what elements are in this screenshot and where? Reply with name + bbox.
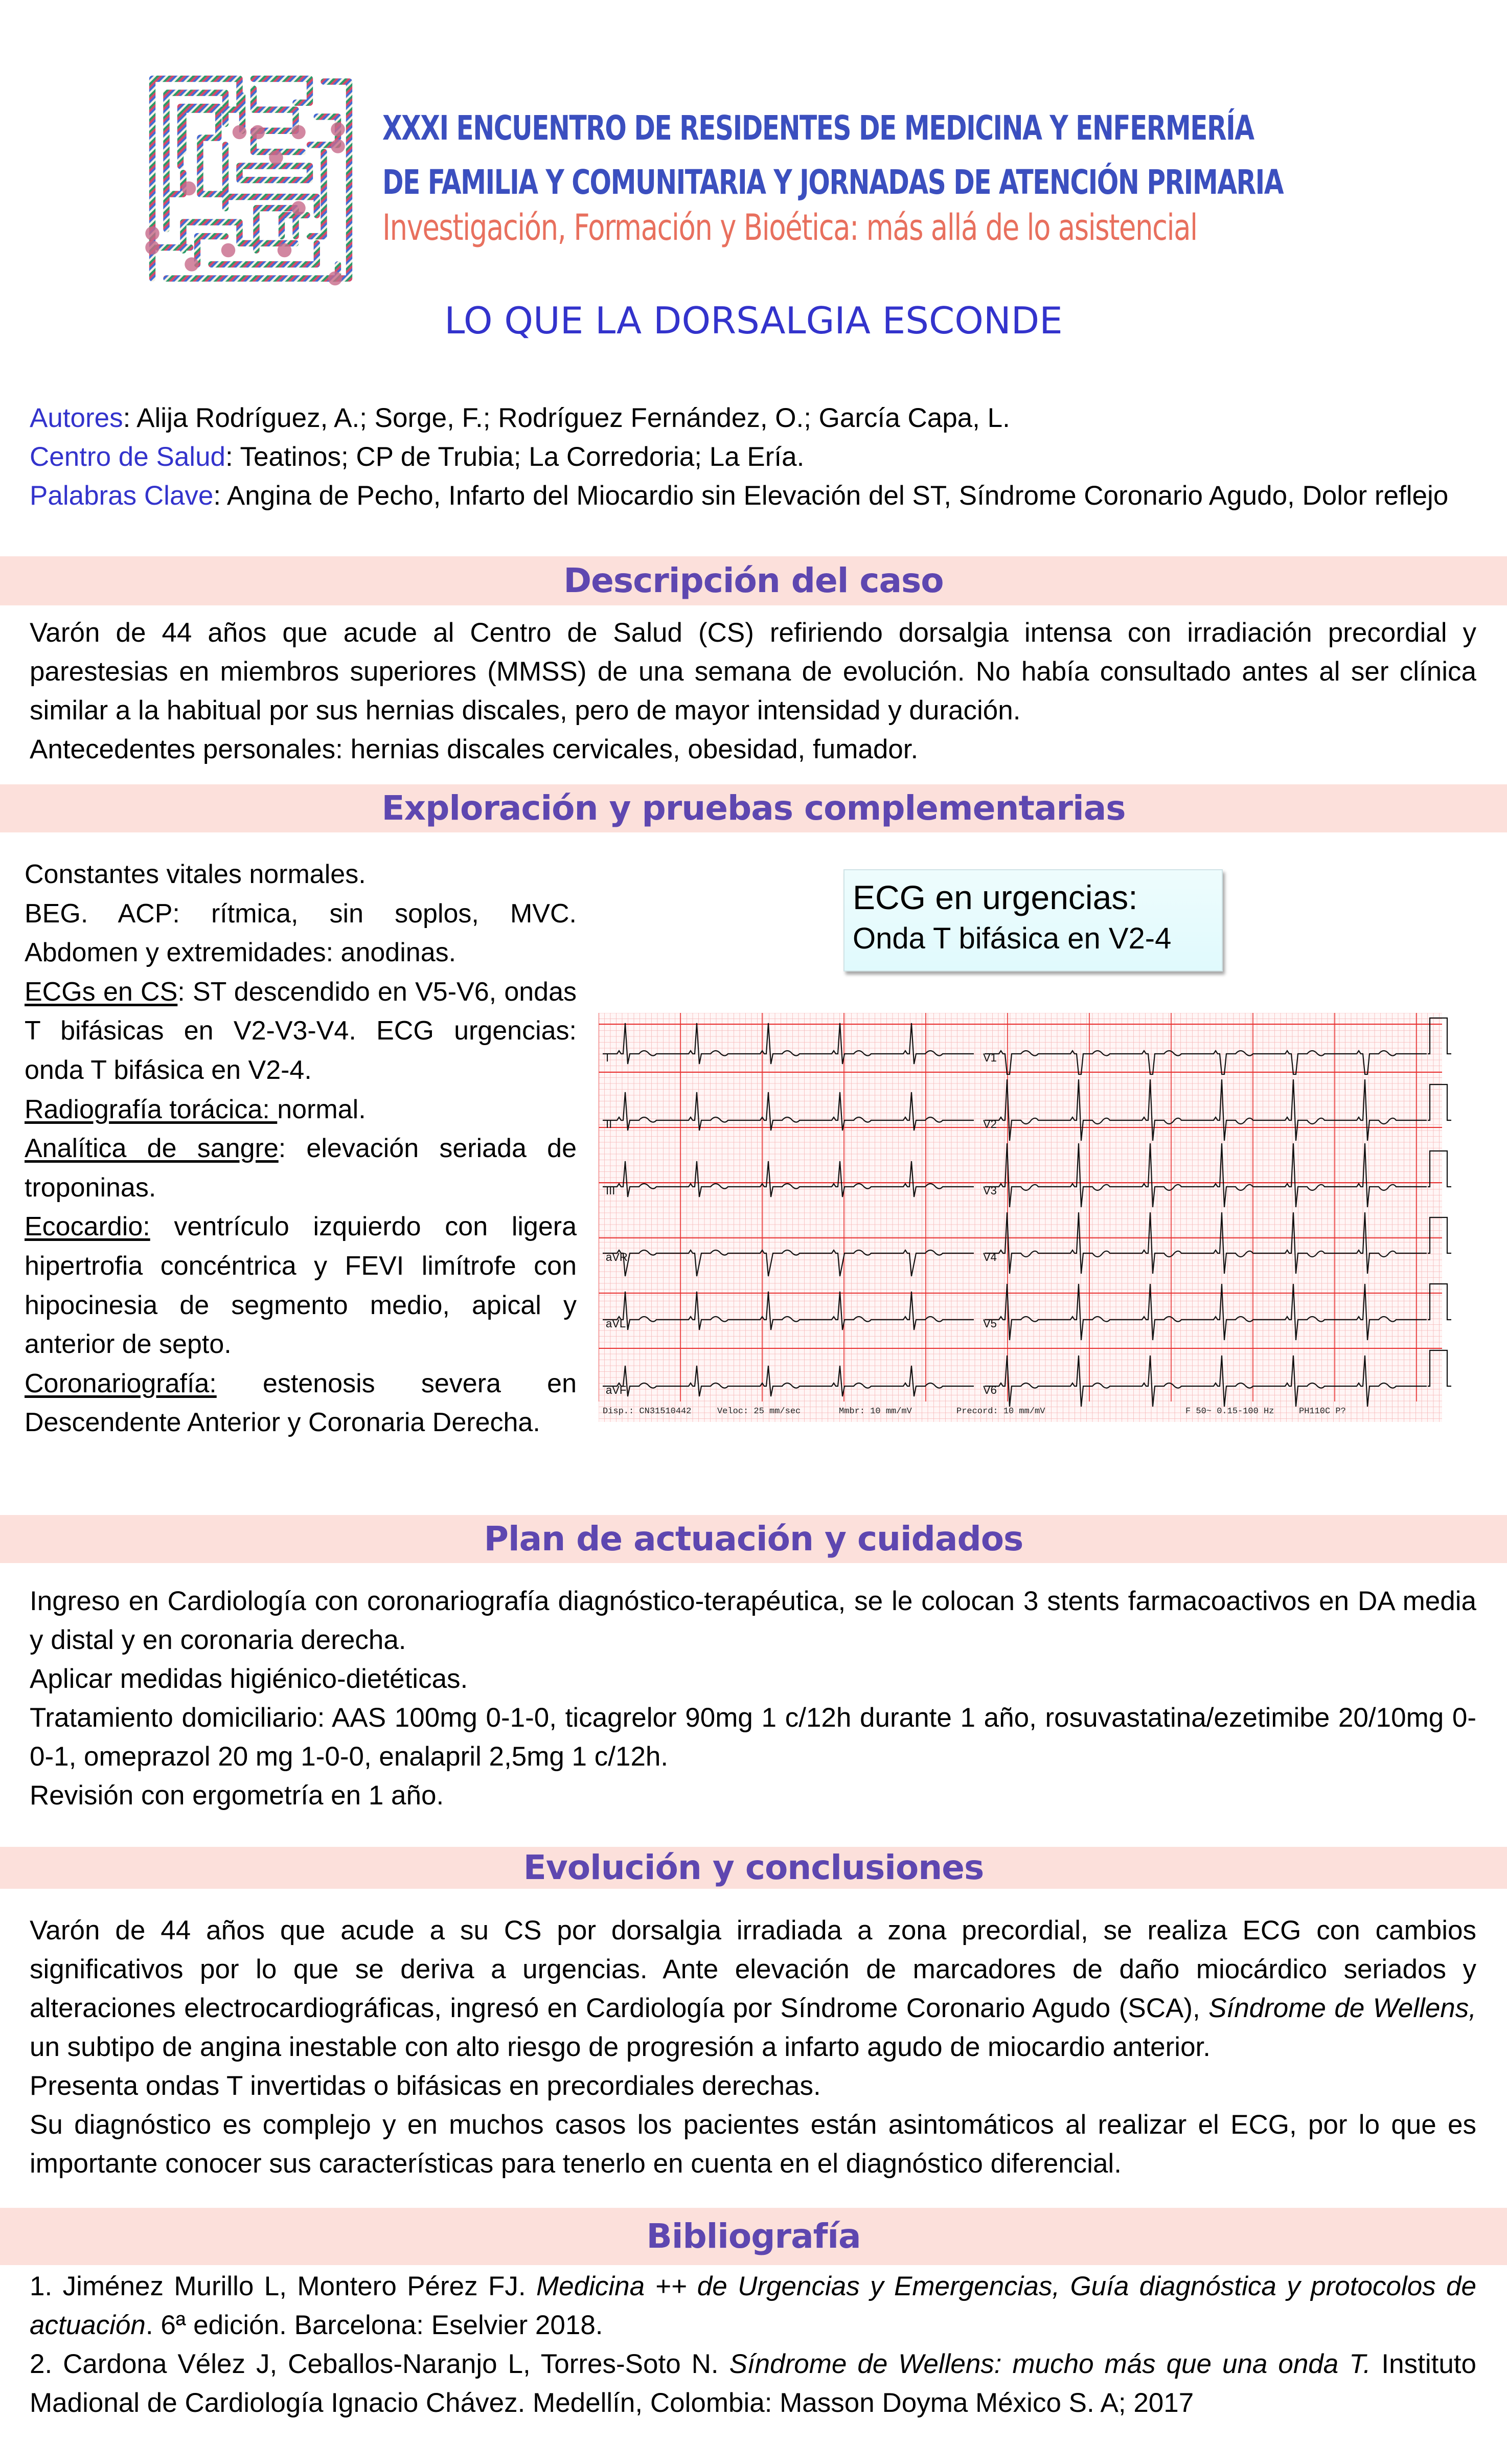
evolucion-text: un subtipo de angina inestable con alto riesgo de progresión a infarto agudo de miocardio anterior.	[30, 2032, 1211, 2062]
reference-publisher: Instituto Madional de Cardiología Ignacio Chávez. Medellín, Colombia: Masson Doyma México S. A; 2017	[30, 2349, 1477, 2418]
evolucion-paragraph: Presenta ondas T invertidas o bifásicas en precordiales derechas.	[30, 2071, 821, 2101]
ecg-lead-label: V1	[983, 1051, 997, 1064]
section-heading-descripcion: Descripción del caso	[0, 556, 1507, 605]
authors-label: Autores	[30, 403, 123, 433]
ecg-lead-label: II	[606, 1118, 612, 1131]
ecg-lead-label: aVR	[606, 1251, 628, 1263]
plan-body	[30, 1582, 1476, 1815]
keywords-value: : Angina de Pecho, Infarto del Miocardio sin Elevación del ST, Síndrome Coronario Agudo, Dolor reflejo	[213, 481, 1449, 511]
finding-constantes: Constantes vitales normales.	[25, 860, 366, 889]
plan-paragraph: Tratamiento domiciliario: AAS 100mg 0-1-0, ticagrelor 90mg 1 c/12h durante 1 año, rosuvastatina/ezetimibe 20/10mg 0-0-1, omeprazol 20 mg 1-0-0, enalapril 2,5mg 1 c/12h.	[30, 1703, 1476, 1772]
ecg-callout-text: Onda T bifásica en V2-4	[853, 922, 1172, 955]
finding-analitica-value: : elevación seriada de troponinas.	[25, 1134, 577, 1203]
reference-title: Síndrome de Wellens: mucho más que una onda T.	[729, 2349, 1371, 2379]
ecg-footer-model: PH110C P?	[1299, 1407, 1346, 1416]
poster-title: LO QUE LA DORSALGIA ESCONDE	[444, 299, 1063, 342]
finding-ecocardio-label: Ecocardio:	[25, 1212, 150, 1242]
finding-ecgs	[25, 973, 577, 1090]
section-heading-plan: Plan de actuación y cuidados	[0, 1515, 1507, 1563]
finding-rx-label: Radiografía torácica:	[25, 1094, 278, 1124]
section-heading-evolucion: Evolución y conclusiones	[0, 1847, 1507, 1889]
ecg-lead-label: V4	[983, 1251, 997, 1263]
reference-authors: 1. Jiménez Murillo L, Montero Pérez FJ.	[30, 2271, 537, 2301]
finding-analitica-label: Analítica de sangre	[25, 1134, 279, 1164]
plan-paragraph: Ingreso en Cardiología con coronariografía diagnóstico-terapéutica, se le colocan 3 stents farmacoactivos en DA media y distal y en coronaria derecha.	[30, 1586, 1476, 1655]
plan-paragraph: Revisión con ergometría en 1 año.	[30, 1780, 444, 1811]
ecg-footer-device: Disp.: CN31510442	[603, 1407, 692, 1416]
bibliografia-body	[30, 2267, 1476, 2423]
ecg-grid	[599, 1013, 1442, 1422]
finding-analitica	[25, 1129, 577, 1207]
conference-subtitle: Investigación, Formación y Bioética: más allá de lo asistencial	[382, 207, 1197, 248]
ecg-paper	[599, 1013, 1442, 1422]
ecg-lead-label: V2	[983, 1118, 997, 1131]
finding-coronariografia	[25, 1364, 577, 1442]
ecg-callout	[843, 869, 1223, 971]
reference-publisher: . 6ª edición. Barcelona: Eselvier 2018.	[145, 2310, 603, 2340]
authors-value: : Alija Rodríguez, A.; Sorge, F.; Rodríguez Fernández, O.; García Capa, L.	[123, 403, 1010, 433]
plan-paragraph: Aplicar medidas higiénico-dietéticas.	[30, 1664, 468, 1694]
evolucion-paragraph: Su diagnóstico es complejo y en muchos casos los pacientes están asintomáticos al realizar el ECG, por lo que es importante conocer sus características para tenerlo en cuenta en el diagnóstico diferencial.	[30, 2110, 1476, 2179]
rope-maze-logo-icon	[139, 67, 368, 292]
section-heading-bibliografia: Bibliografía	[0, 2208, 1507, 2265]
health-center-line	[30, 438, 1476, 477]
antecedentes-paragraph: Antecedentes personales: hernias discales cervicales, obesidad, fumador.	[30, 734, 919, 764]
exploracion-findings	[25, 855, 577, 1442]
ecg-tracing-image	[599, 1013, 1463, 1422]
ecg-lead-label: V5	[983, 1317, 997, 1330]
ecg-lead-label: V6	[983, 1384, 997, 1396]
ecg-lead-label: aVF	[606, 1384, 627, 1396]
finding-ecocardio	[25, 1207, 577, 1364]
finding-coronariografia-value: estenosis severa en Descendente Anterior y Coronaria Derecha.	[25, 1368, 577, 1438]
finding-ecgs-value: : ST descendido en V5-V6, ondas T bifásicas en V2-V3-V4. ECG urgencias: onda T bifásica en V2-4.	[25, 977, 577, 1085]
finding-rx-value: normal.	[277, 1094, 366, 1124]
keywords-label: Palabras Clave	[30, 481, 214, 511]
ecg-lead-label: V3	[983, 1184, 997, 1197]
authors-line	[30, 399, 1476, 438]
ecg-lead-label: aVL	[606, 1317, 626, 1330]
conference-title-line2: DE FAMILIA Y COMUNITARIA Y JORNADAS DE ATENCIÓN PRIMARIA	[382, 163, 1284, 202]
health-center-value: : Teatinos; CP de Trubia; La Corredoria; La Ería.	[225, 442, 805, 472]
reference-authors: 2. Cardona Vélez J, Ceballos-Naranjo L, Torres-Soto N.	[30, 2349, 729, 2379]
reference-item	[30, 2345, 1476, 2423]
finding-ecgs-label: ECGs en CS	[25, 977, 178, 1007]
ecg-footer-filter: F 50~ 0.15-100 Hz	[1185, 1407, 1274, 1416]
health-center-label: Centro de Salud	[30, 442, 226, 472]
evolucion-body	[30, 1911, 1476, 2183]
descripcion-body	[30, 614, 1476, 769]
keywords-line	[30, 477, 1476, 515]
ecg-callout-title: ECG en urgencias:	[853, 878, 1138, 916]
wellens-term: Síndrome de Wellens,	[1208, 1993, 1476, 2023]
ecg-lead-label: I	[606, 1051, 609, 1064]
section-heading-exploracion: Exploración y pruebas complementarias	[0, 784, 1507, 832]
reference-title: Medicina ++ de Urgencias y Emergencias, Guía diagnóstica y protocolos de actuación	[30, 2271, 1477, 2340]
ecg-footer-limb-gain: Mmbr: 10 mm/mV	[839, 1407, 912, 1416]
finding-ecocardio-value: ventrículo izquierdo con ligera hipertrofia concéntrica y FEVI limítrofe con hipocinesia de segmento medio, apical y anterior de septo.	[25, 1212, 577, 1360]
reference-item	[30, 2267, 1476, 2345]
ecg-lead-label: III	[606, 1184, 615, 1197]
ecg-footer-precordial-gain: Precord: 10 mm/mV	[956, 1407, 1045, 1416]
evolucion-paragraph	[30, 1911, 1476, 2067]
finding-beg: BEG. ACP: rítmica, sin soplos, MVC. Abdomen y extremidades: anodinas.	[25, 898, 577, 968]
descripcion-paragraph: Varón de 44 años que acude al Centro de Salud (CS) refiriendo dorsalgia intensa con irradiación precordial y parestesias en miembros superiores (MMSS) de una semana de evolución. No había consultado antes al ser clínica similar a la habitual por sus hernias discales, pero de mayor intensidad y duración.	[30, 618, 1476, 726]
finding-coronariografia-label: Coronariografía:	[25, 1368, 217, 1398]
finding-rx	[25, 1090, 577, 1129]
ecg-footer-speed: Veloc: 25 mm/sec	[717, 1407, 801, 1416]
evolucion-text: Varón de 44 años que acude a su CS por dorsalgia irradiada a zona precordial, se realiza ECG con cambios significativos por lo que se deriva a urgencias. Ante elevación de marcadores de daño miocárdico seriados y alteraciones electrocardiográficas, ingresó en Cardiología por Síndrome Coronario Agudo (SCA),	[30, 1915, 1476, 2023]
conference-title-line1: XXXI ENCUENTRO DE RESIDENTES DE MEDICINA Y ENFERMERÍA	[382, 108, 1254, 148]
